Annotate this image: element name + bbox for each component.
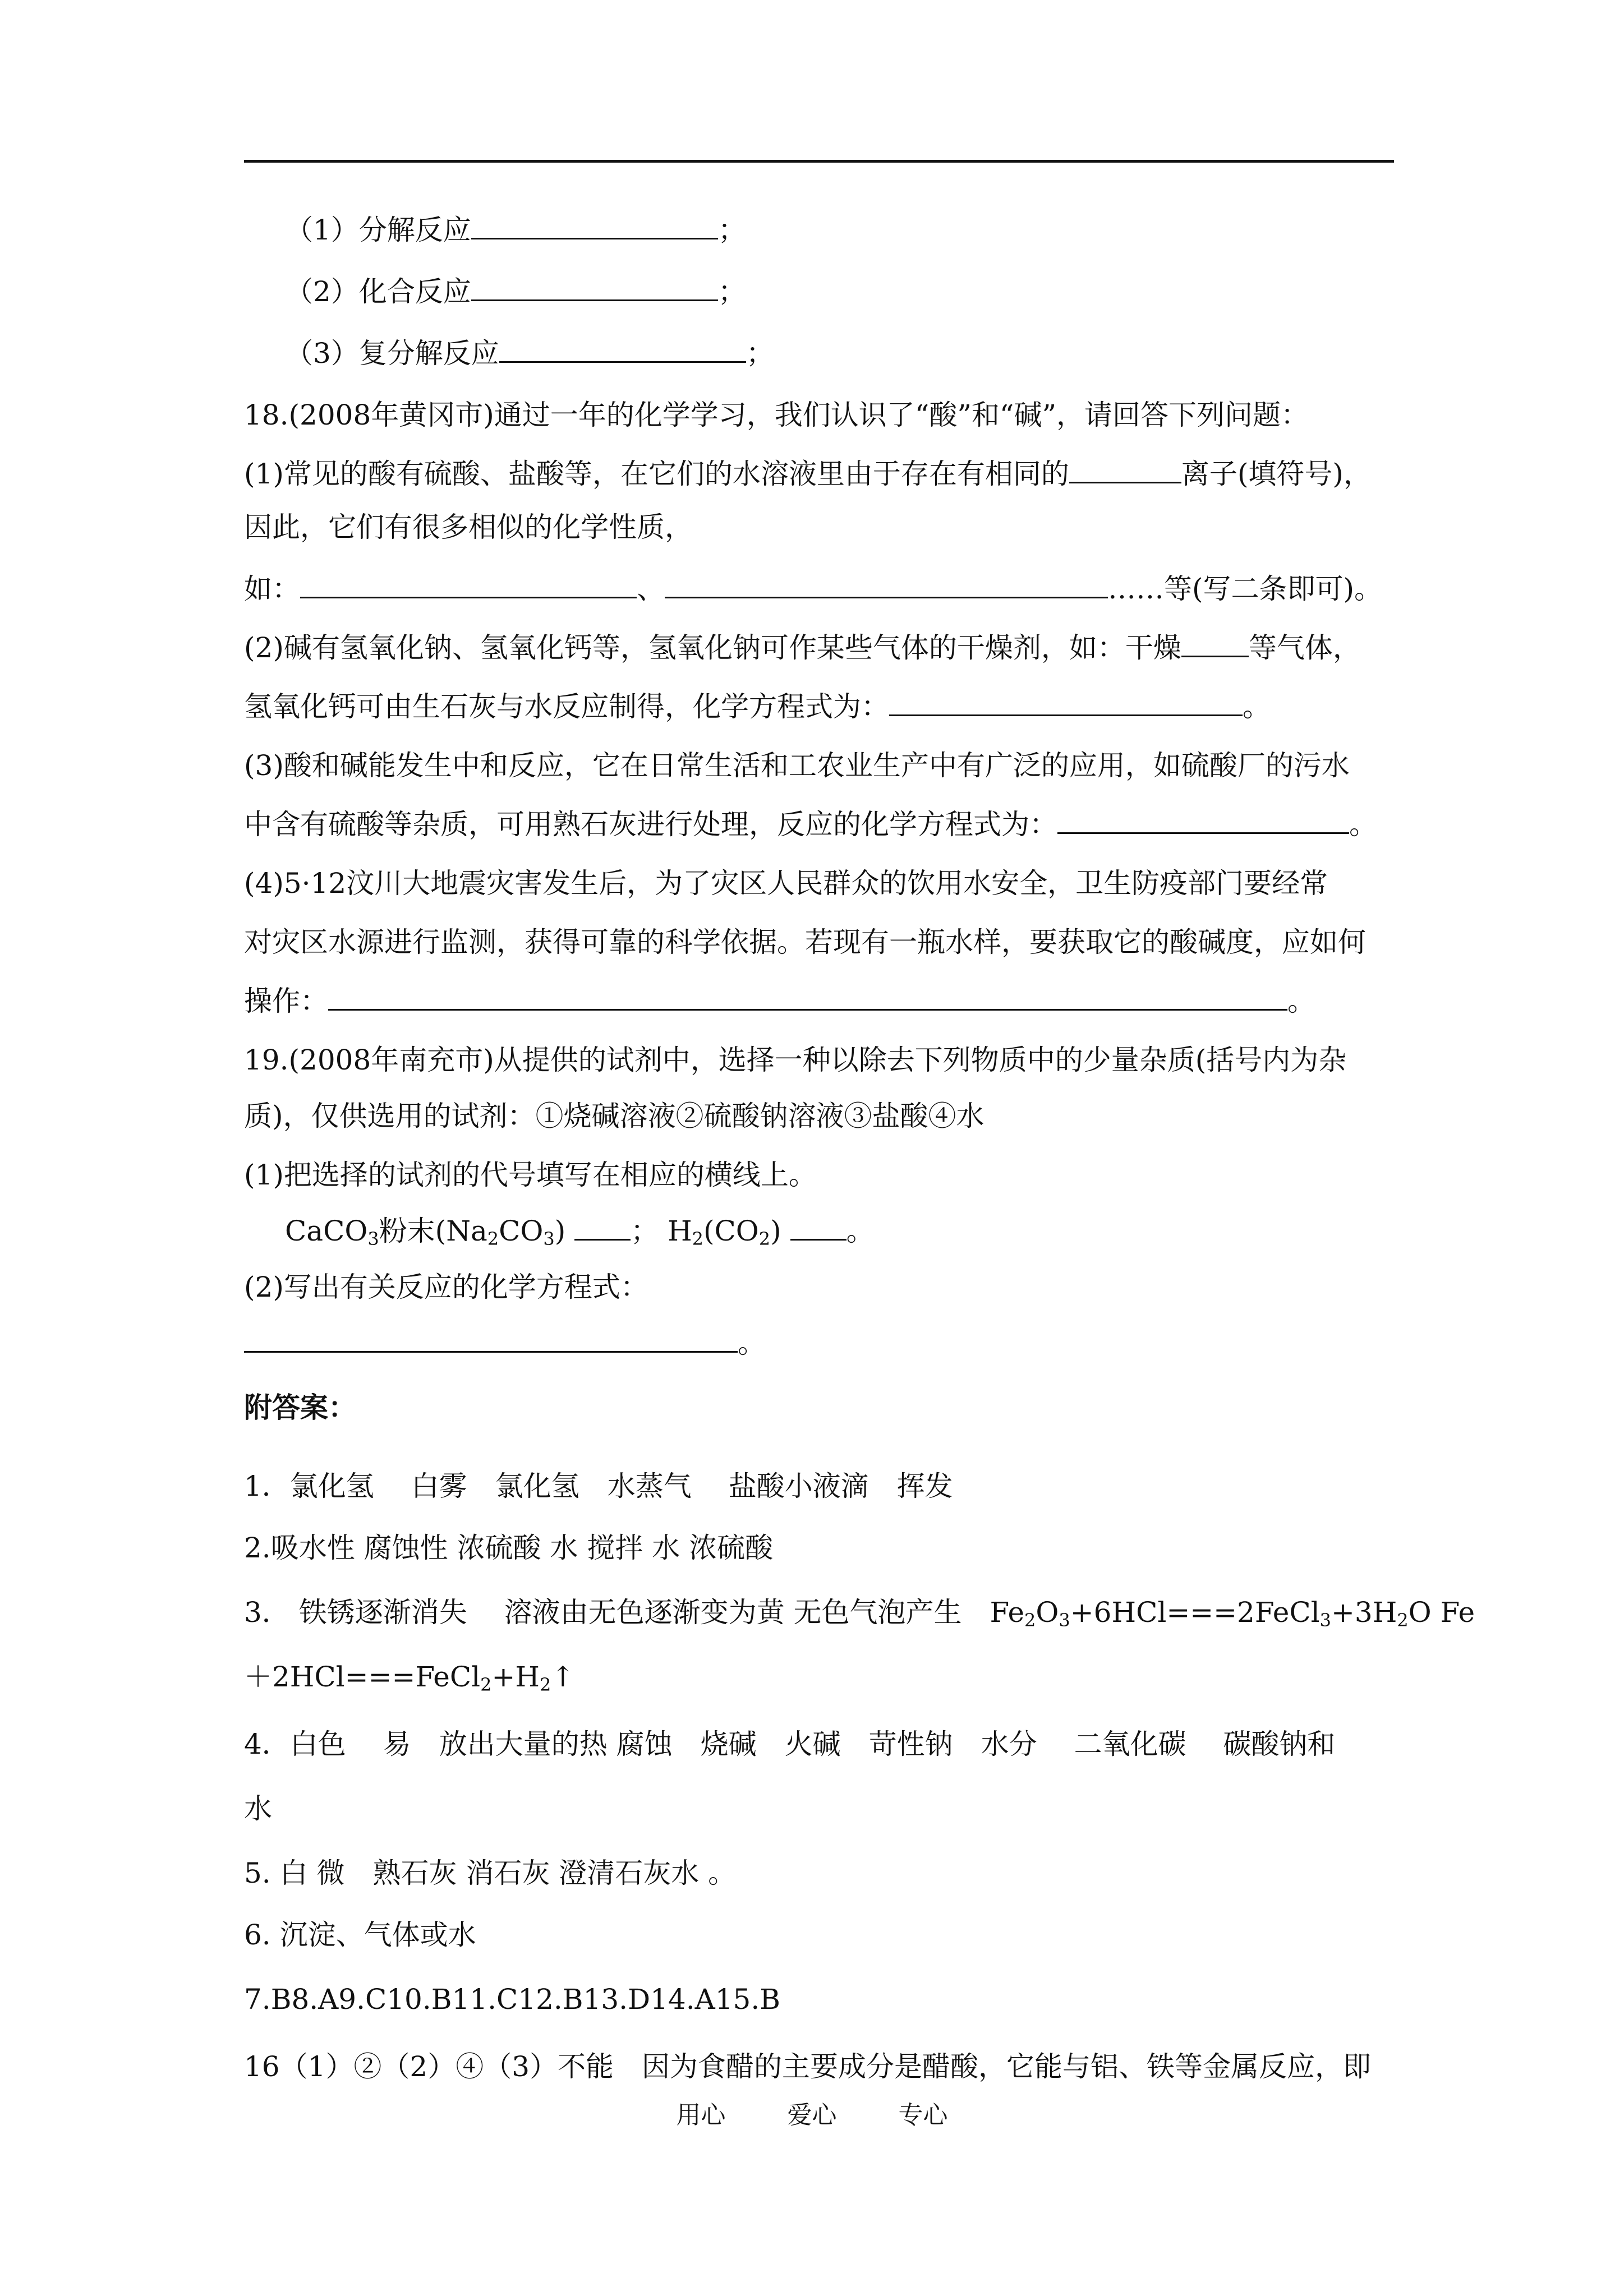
answer-1: 1．氯化氢 白雾 氯化氢 水蒸气 盐酸小液滴 挥发: [244, 1470, 953, 1502]
q18-part3-line2: 中含有硫酸等杂质，可用熟石灰进行处理，反应的化学方程式为： 。: [244, 808, 1377, 841]
q18-part1-line1: (1)常见的酸有硫酸、盐酸等，在它们的水溶液里由于存在有相同的 离子(填符号)，: [244, 458, 1372, 490]
q18-part1-line2: 因此，它们有很多相似的化学性质，: [244, 511, 693, 543]
answer-7: 7.B8.A9.C10.B11.C12.B13.D14.A15.B: [244, 1983, 781, 2016]
answer-blank[interactable]: [889, 690, 1243, 716]
answer-blank[interactable]: [1057, 808, 1349, 834]
answer-blank[interactable]: [1181, 631, 1249, 657]
answer-16: 16（1）②（2）④（3）不能 因为食醋的主要成分是醋酸，它能与铝、铁等金属反应，即: [244, 2050, 1372, 2083]
q17-item-2: （2）化合反应 ；: [285, 275, 746, 308]
q18-part2-line1: (2)碱有氢氧化钠、氢氧化钙等，氢氧化钠可作某些气体的干燥剂，如：干燥 等气体，: [244, 631, 1361, 664]
answer-blank[interactable]: [471, 213, 718, 239]
q18-part4-line2: 对灾区水源进行监测，获得可靠的科学依据。若现有一瓶水样，要获取它的酸碱度，应如何: [244, 926, 1366, 958]
q17-item-3: （3）复分解反应 ；: [285, 337, 774, 370]
page-footer: [0, 2095, 1624, 2131]
q19-part2: (2)写出有关反应的化学方程式：: [244, 1271, 648, 1303]
footer-word-2: 爱心: [787, 2101, 837, 2129]
answer-blank[interactable]: [300, 572, 637, 598]
q19-part1-items: CaCO$_3$粉末$(Na_2CO_3)$ ； $H_2(CO_2)$ 。: [285, 1215, 875, 1250]
q18-part1-line3: 如： 、 ……等(写二条即可)。: [244, 573, 1383, 605]
answer-blank[interactable]: [790, 1214, 846, 1241]
answer-blank[interactable]: [665, 572, 1108, 598]
q19-part1: (1)把选择的试剂的代号填写在相应的横线上。: [244, 1159, 817, 1191]
answer-blank[interactable]: [499, 336, 746, 363]
q17-item-1: （1）分解反应 ；: [285, 214, 746, 246]
answer-4-line2: 水: [244, 1792, 272, 1825]
q19-heading-line2: 质)，仅供选用的试剂：①烧碱溶液②硫酸钠溶液③盐酸④水: [244, 1100, 984, 1132]
footer-word-3: 专心: [898, 2101, 948, 2129]
answer-blank[interactable]: [471, 275, 718, 301]
answer-4-line1: 4．白色 易 放出大量的热 腐蚀 烧碱 火碱 苛性钠 水分 二氧化碳 碳酸钠和: [244, 1728, 1336, 1760]
footer-word-1: 用心: [676, 2101, 726, 2129]
answer-3-line1: 3． 铁锈逐渐消失 溶液由无色逐渐变为黄 无色气泡产生 $Fe_2O_3+6HCl===2FeCl_3+3H_2O$ Fe: [244, 1596, 1475, 1631]
answer-2: 2.吸水性 腐蚀性 浓硫酸 水 搅拌 水 浓硫酸: [244, 1532, 774, 1564]
q19-heading-line1: 19.(2008年南充市)从提供的试剂中，选择一种以除去下列物质中的少量杂质(括号内为杂: [244, 1044, 1347, 1076]
answer-blank[interactable]: [574, 1214, 631, 1241]
answer-3-line2: $+2HCl===FeCl_2+H_2↑$: [244, 1661, 575, 1695]
q18-part4-line1: (4)5·12汶川大地震灾害发生后，为了灾区人民群众的饮用水安全，卫生防疫部门要经常: [244, 867, 1328, 900]
answer-5: 5. 白 微 熟石灰 消石灰 澄清石灰水 。: [244, 1857, 737, 1889]
header-rule: [244, 160, 1394, 163]
q18-part2-line2: 氢氧化钙可由生石灰与水反应制得，化学方程式为： 。: [244, 690, 1271, 723]
answers-title: 附答案：: [244, 1391, 356, 1424]
answer-blank[interactable]: [1069, 457, 1181, 483]
q19-part2-answer: 。: [244, 1326, 766, 1360]
answer-6: 6. 沉淀、气体或水: [244, 1919, 476, 1951]
q18-heading: 18.(2008年黄冈市)通过一年的化学学习，我们认识了“酸”和“碱”，请回答下列问题：: [244, 399, 1309, 431]
answer-blank[interactable]: [328, 984, 1287, 1011]
q18-part4-line3: 操作： 。: [244, 985, 1315, 1017]
q18-part3-line1: (3)酸和碱能发生中和反应，它在日常生活和工农业生产中有广泛的应用，如硫酸厂的污水: [244, 749, 1350, 782]
answer-blank[interactable]: [244, 1326, 738, 1353]
